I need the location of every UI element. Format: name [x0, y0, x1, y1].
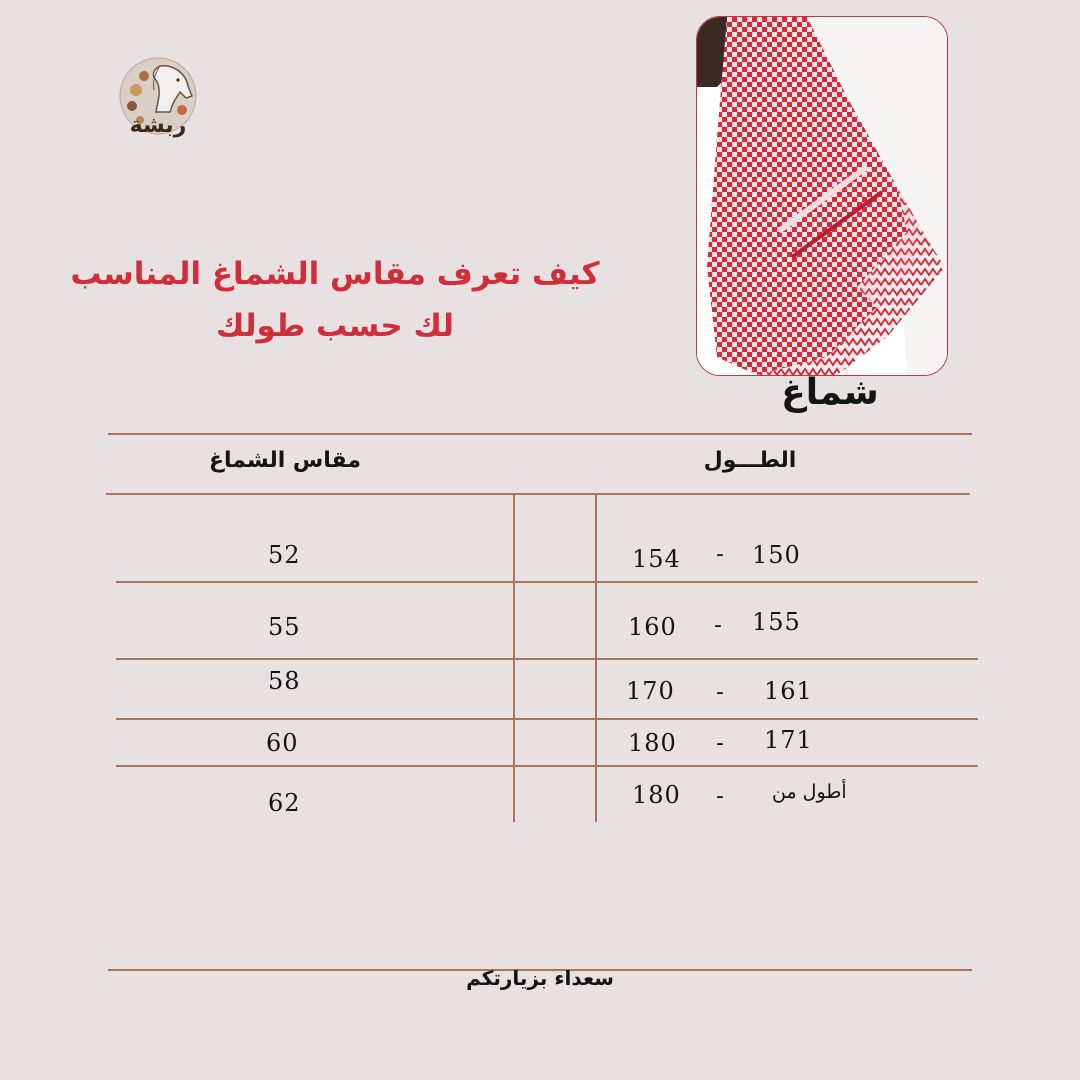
row-2-from: 155 [752, 608, 801, 636]
product-photo [696, 16, 948, 376]
row-3-dash: - [716, 680, 724, 705]
row-4-to: 180 [628, 729, 677, 757]
footer-thanks: سعداء بزيارتكم [466, 966, 614, 990]
product-label: شماغ [781, 372, 879, 413]
row-4-size: 60 [266, 729, 299, 757]
row-2-dash: - [714, 613, 722, 638]
row-divider-3 [116, 718, 978, 720]
row-1-dash: - [716, 542, 724, 567]
row-2-size: 55 [268, 613, 301, 641]
header-bottom-rule [106, 493, 970, 495]
shemagh-illustration [697, 17, 947, 375]
header-shemagh-size: مقاس الشماغ [209, 448, 361, 473]
row-3-size: 58 [268, 667, 301, 695]
row-3-from: 161 [764, 677, 813, 705]
logo-text: ربشة [129, 113, 187, 138]
table-top-rule [108, 433, 972, 435]
row-5-dash: - [716, 784, 724, 809]
row-1-to: 154 [632, 545, 681, 573]
header-height: الطـــول [703, 448, 797, 473]
row-3-to: 170 [626, 677, 675, 705]
row-1-from: 150 [752, 541, 801, 569]
row-5-from: أطول من [772, 781, 847, 803]
row-5-size: 62 [268, 789, 301, 817]
row-4-dash: - [716, 731, 724, 756]
row-4-from: 171 [764, 726, 813, 754]
row-divider-2 [116, 658, 978, 660]
row-1-size: 52 [268, 541, 301, 569]
row-2-to: 160 [628, 613, 677, 641]
title-line-2: لك حسب طولك [216, 308, 454, 344]
row-divider-4 [116, 765, 978, 767]
row-5-to: 180 [632, 781, 681, 809]
row-divider-1 [116, 581, 978, 583]
page-title [40, 248, 630, 352]
brand-logo [116, 50, 200, 142]
title-line-1: كيف تعرف مقاس الشماغ المناسب [70, 256, 600, 292]
